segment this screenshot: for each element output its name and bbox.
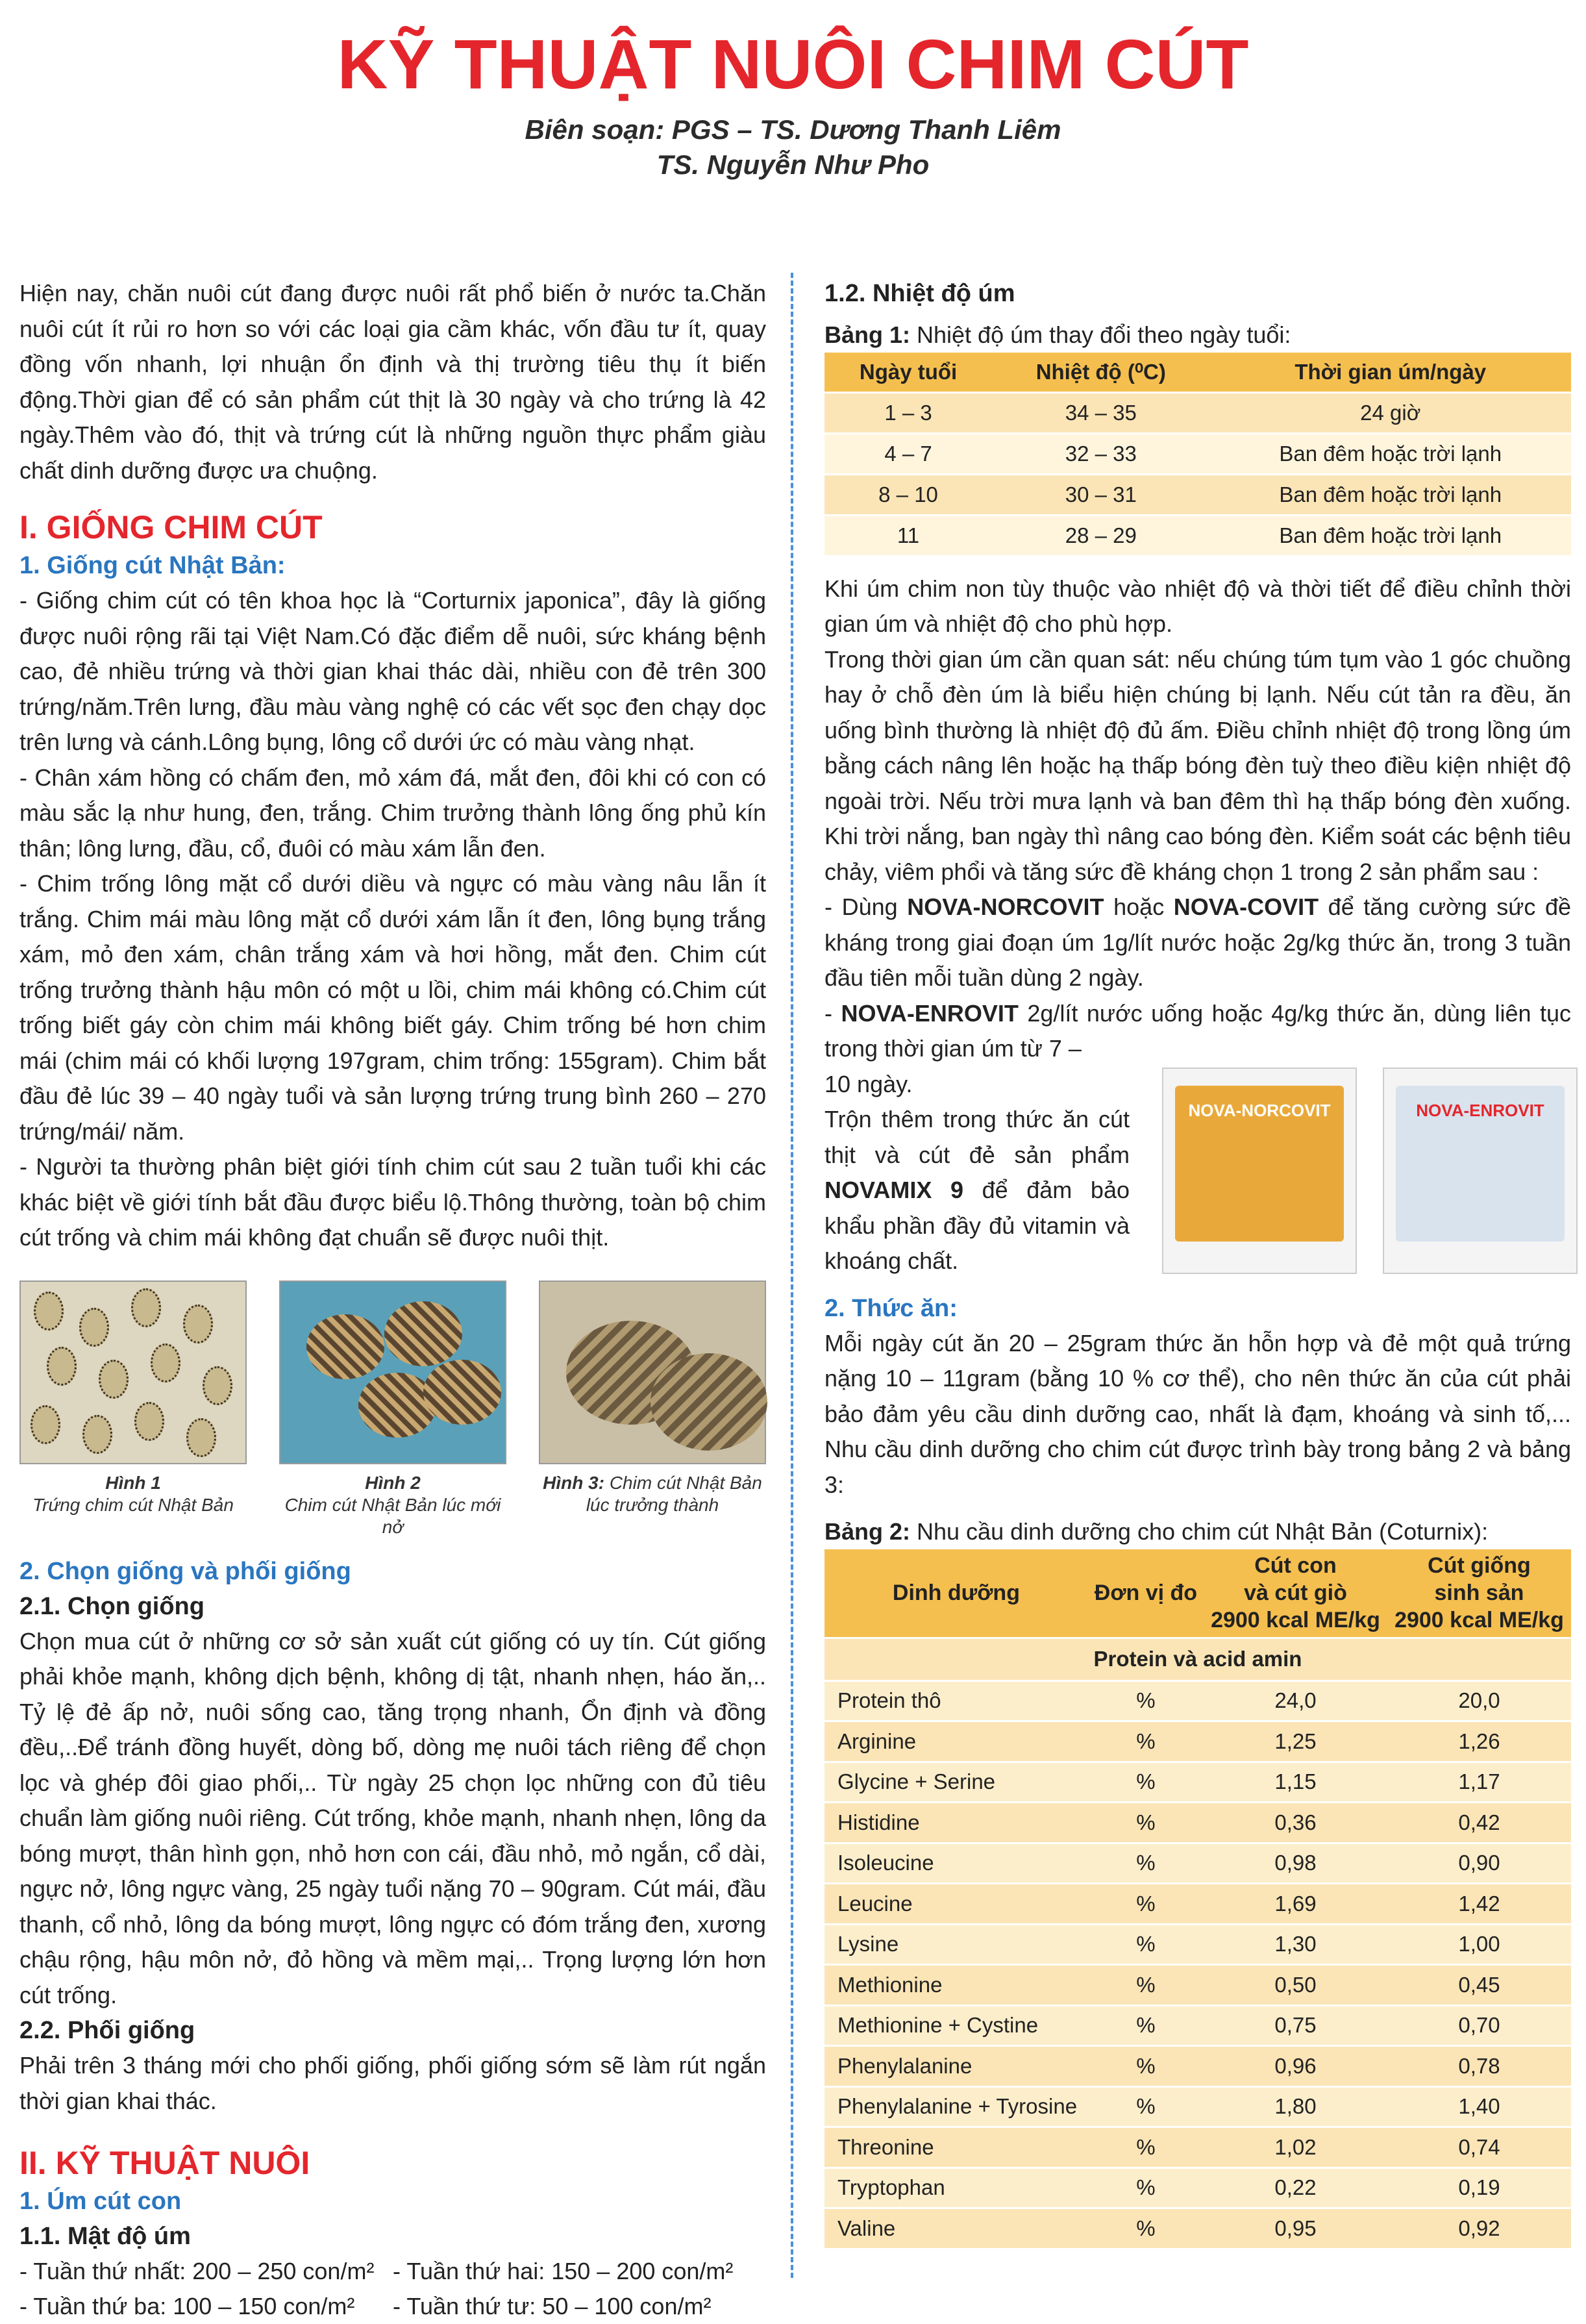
table-cell: 0,92 xyxy=(1387,2208,1571,2249)
table-cell: % xyxy=(1088,2005,1204,2046)
table-cell: 0,95 xyxy=(1204,2208,1387,2249)
table-cell: Methionine + Cystine xyxy=(824,2005,1088,2046)
table-cell: Lysine xyxy=(824,1924,1088,1965)
table-cell: Arginine xyxy=(824,1721,1088,1762)
table-cell: % xyxy=(1088,2127,1204,2168)
table-cell: 0,90 xyxy=(1387,1843,1571,1884)
left-column xyxy=(19,276,766,2324)
table-row xyxy=(824,1803,1571,1843)
table-cell: 1,25 xyxy=(1204,1721,1387,1762)
table-cell: 1,40 xyxy=(1387,2086,1571,2127)
nutrition-table xyxy=(824,1549,1571,2250)
product-images xyxy=(1162,1068,1578,1282)
table-cell: 1,26 xyxy=(1387,1721,1571,1762)
section-heading: II. KỸ THUẬT NUÔI xyxy=(19,2145,310,2181)
table-cell: % xyxy=(1088,2168,1204,2208)
table-cell: 0,75 xyxy=(1204,2005,1387,2046)
table-cell: 1,42 xyxy=(1387,1884,1571,1925)
table-cell: 1,69 xyxy=(1204,1884,1387,1925)
table-cell: 1,17 xyxy=(1387,1762,1571,1803)
quail-chicks-photo xyxy=(279,1281,506,1464)
table-cell: 20,0 xyxy=(1387,1681,1571,1721)
table-cell: Protein thô xyxy=(824,1681,1088,1721)
table-cell: Methionine xyxy=(824,1965,1088,2006)
table-cell: % xyxy=(1088,2208,1204,2249)
density-row xyxy=(19,2289,766,2324)
column-header: Dinh dưỡng xyxy=(824,1549,1088,1638)
product-package: NOVA-ENROVIT xyxy=(1383,1068,1578,1274)
paragraph: Trộn thêm trong thức ăn cút thịt và cút đẻ sản phẩm NOVAMIX 9 để đảm bảo khẩu phần đầy đủ vitamin và khoáng chất. xyxy=(824,1106,1130,1274)
table-cell: 0,36 xyxy=(1204,1803,1387,1843)
table-cell: % xyxy=(1088,1681,1204,1721)
table-cell: Leucine xyxy=(824,1884,1088,1925)
table-cell: 8 – 10 xyxy=(824,474,992,515)
table-cell: 0,98 xyxy=(1204,1843,1387,1884)
table-cell: % xyxy=(1088,1965,1204,2006)
table-cell: 1 – 3 xyxy=(824,392,992,433)
paragraph: Phải trên 3 tháng mới cho phối giống, phối giống sớm sẽ làm rút ngắn thời gian khai thác. xyxy=(19,2052,766,2114)
table-cell: 1,00 xyxy=(1387,1924,1571,1965)
table-cell: Ban đêm hoặc trời lạnh xyxy=(1210,515,1571,556)
section-heading: I. GIỐNG CHIM CÚT xyxy=(19,509,323,545)
subsection-heading: 2. Thức ăn: xyxy=(824,1294,958,1322)
table-row xyxy=(824,2168,1571,2208)
figure-caption: Trứng chim cút Nhật Bản xyxy=(32,1494,234,1515)
table-row xyxy=(824,474,1571,515)
table-cell: 1,80 xyxy=(1204,2086,1387,2127)
figure-caption: Chim cút Nhật Bản lúc trưởng thành xyxy=(586,1472,762,1515)
paragraph: 10 ngày. xyxy=(824,1070,913,1097)
paragraph: - NOVA-ENROVIT 2g/lít nước uống hoặc 4g/kg thức ăn, dùng liên tục trong thời gian úm từ 7 – xyxy=(824,999,1571,1062)
table-cell: 1,15 xyxy=(1204,1762,1387,1803)
subsection-heading: 2.2. Phối giống xyxy=(19,2017,195,2044)
table-cell: % xyxy=(1088,1884,1204,1925)
paragraph: Khi úm chim non tùy thuộc vào nhiệt độ và thời tiết để điều chỉnh thời gian úm và nhiệt độ cho phù hợp. xyxy=(824,575,1571,637)
author-line-1: Biên soạn: PGS – TS. Dương Thanh Liêm xyxy=(525,114,1061,145)
column-header: Cút giống sinh sản 2900 kcal ME/kg xyxy=(1387,1549,1571,1638)
table-caption: Bảng 1: Nhiệt độ úm thay đổi theo ngày tuổi: xyxy=(824,321,1291,348)
column-header: Nhiệt độ (⁰C) xyxy=(992,353,1209,392)
figure xyxy=(279,1281,506,1538)
page-title: KỸ THUẬT NUÔI CHIM CÚT xyxy=(337,25,1249,103)
table-cell: Phenylalanine xyxy=(824,2046,1088,2087)
figure xyxy=(539,1281,766,1538)
paragraph: - Giống chim cút có tên khoa học là “Corturnix japonica”, đây là giống được nuôi rộng rãi tại Việt Nam.Có đặc điểm dễ nuôi, sức kháng bệnh cao, đẻ nhiều trứng và thời gian khai thác dài, nhiều con đẻ trên 300 trứng/năm.Trên lưng, đầu màu vàng nghệ có các vết sọc đen chạy dọc trên lưng và cánh.Lông bụng, lông cổ dưới ức có màu vàng nhạt. xyxy=(19,587,766,755)
paragraph: Trong thời gian úm cần quan sát: nếu chúng túm tụm vào 1 góc chuồng hay ở chỗ đèn úm là biểu hiện chúng bị lạnh. Nếu cút tản ra đều, ăn uống bình thường là nhiệt độ đủ ấm. Điều chỉnh nhiệt độ trong lồng úm bằng cách nâng lên hoặc hạ thấp bóng đèn tuỳ theo điều kiện nhiệt độ ngoài trời. Nếu trời mưa lạnh và ban đêm thì hạ thấp bóng đèn xuống. Khi trời nắng, ban ngày thì nâng cao bóng đèn. Kiểm soát các bệnh tiêu chảy, viêm phổi và tăng sức đề kháng chọn 1 trong 2 sản phẩm sau : xyxy=(824,645,1571,885)
table-cell: 11 xyxy=(824,515,992,556)
column-header: Ngày tuổi xyxy=(824,353,992,392)
table-row xyxy=(824,1843,1571,1884)
table-cell: 24 giờ xyxy=(1210,392,1571,433)
table-row xyxy=(824,2086,1571,2127)
subsection-heading: 1. Giống cút Nhật Bản: xyxy=(19,552,286,579)
subsection-heading: 2. Chọn giống và phối giống xyxy=(19,1557,351,1585)
table-cell: 34 – 35 xyxy=(992,392,1209,433)
table-cell: % xyxy=(1088,1803,1204,1843)
figure xyxy=(19,1281,247,1538)
table-cell: 0,22 xyxy=(1204,2168,1387,2208)
table-row xyxy=(824,1681,1571,1721)
product-package: NOVA-NORCOVIT xyxy=(1162,1068,1357,1274)
table-cell: Histidine xyxy=(824,1803,1088,1843)
table-subheader: Protein và acid amin xyxy=(824,1638,1571,1681)
table-cell: 28 – 29 xyxy=(992,515,1209,556)
table-caption: Bảng 2: Nhu cầu dinh dưỡng cho chim cút Nhật Bản (Coturnix): xyxy=(824,1518,1489,1545)
table-cell: % xyxy=(1088,1721,1204,1762)
column-header: Cút con và cút giò 2900 kcal ME/kg xyxy=(1204,1549,1387,1638)
adult-quail-photo xyxy=(539,1281,766,1464)
table-cell: 0,78 xyxy=(1387,2046,1571,2087)
density-item: - Tuần thứ hai: 150 – 200 con/m² xyxy=(393,2258,734,2284)
column-divider xyxy=(791,273,793,2278)
paragraph: Chọn mua cút ở những cơ sở sản xuất cút giống có uy tín. Cút giống phải khỏe mạnh, không dịch bệnh, không dị tật, nhanh nhẹn, háo ăn,.. Tỷ lệ đẻ ấp nở, nuôi sống cao, tăng trọng nhanh, Ổn định và đồng đều,..Để tránh đồng huyết, dòng bố, dòng mẹ nuôi tách riêng để chọn lọc và ghép đôi giao phối,.. Từ ngày 25 chọn lọc những con đủ tiêu chuẩn làm giống nuôi riêng. Cút trống, khỏe mạnh, nhanh nhẹn, lông da bóng mượt, thân hình gọn, nhỏ hơn con cái, đầu nhỏ, mỏ ngắn, cổ dài, ngực nở, lông ngực vàng, 25 ngày tuổi nặng 70 – 90gram. Cút mái, đầu thanh, cổ nhỏ, lông da bóng mượt, lông ngực có đóm trắng đen, xương chậu rộng, hậu môn nở, đỏ hồng và mềm mại,.. Trọng lượng lớn hơn cút trống. xyxy=(19,1627,766,2008)
paragraph: Mỗi ngày cút ăn 20 – 25gram thức ăn hỗn hợp và đẻ một quả trứng nặng 10 – 11gram (bằng 10 % cơ thể), cho nên thức ăn của cút phải bảo đảm yêu cầu dinh dưỡng cao, nhất là đạm, khoáng và sinh tố,... Nhu cầu dinh dưỡng cho chim cút được trình bày trong bảng 2 và bảng 3: xyxy=(824,1329,1571,1498)
right-column xyxy=(824,276,1571,2250)
table-row xyxy=(824,1721,1571,1762)
table-row xyxy=(824,1965,1571,2006)
density-item: - Tuần thứ ba: 100 – 150 con/m² xyxy=(19,2293,355,2319)
intro-paragraph: Hiện nay, chăn nuôi cút đang được nuôi rất phổ biến ở nước ta.Chăn nuôi cút ít rủi ro hơn so với các loại gia cầm khác, vốn đầu tư ít, quay đồng vốn nhanh, lợi nhuận ổn định và thị trường tiêu thụ ít biến động.Thời gian để có sản phẩm cút thịt là 30 ngày và cho trứng là 42 ngày.Thêm vào đó, thịt và trứng cút là những nguồn thực phẩm giàu chất dinh dưỡng được ưa chuộng. xyxy=(19,280,766,484)
table-row xyxy=(824,2127,1571,2168)
table-row xyxy=(824,2005,1571,2046)
table-row xyxy=(824,515,1571,556)
subsection-heading: 1.1. Mật độ úm xyxy=(19,2223,191,2250)
figure-caption: Chim cút Nhật Bản lúc mới nở xyxy=(284,1494,501,1537)
density-row xyxy=(19,2254,766,2289)
subsection-heading: 1. Úm cút con xyxy=(19,2188,182,2215)
paragraph: - Chim trống lông mặt cổ dưới diều và ngực có màu vàng nâu lẫn ít trắng. Chim mái màu lông mặt cổ dưới xám lẫn ít đen, lông bụng trắng xám, mỏ đen xám, chân trắng xám và hơi hồng, mắt đen. Chim cút trống trưởng thành hậu môn có một u lồi, chim mái không có.Chim cút trống biết gáy còn chim mái không biết gáy. Chim trống bé hơn chim mái (chim mái có khối lượng 197gram, chim trống: 155gram). Chim bắt đầu đẻ lúc 39 – 40 ngày tuổi và sản lượng trứng trung bình 260 – 270 trứng/mái/ năm. xyxy=(19,870,766,1145)
figure-label: Hình 3: xyxy=(543,1472,605,1493)
subsection-heading: 1.2. Nhiệt độ úm xyxy=(824,280,1015,307)
table-row xyxy=(824,2046,1571,2087)
subsection-heading: 2.1. Chọn giống xyxy=(19,1592,204,1620)
table-cell: % xyxy=(1088,1762,1204,1803)
table-cell: % xyxy=(1088,2046,1204,2087)
column-header: Đơn vị đo xyxy=(1088,1549,1204,1638)
table-cell: 32 – 33 xyxy=(992,433,1209,474)
table-row xyxy=(824,2208,1571,2249)
table-cell: 1,30 xyxy=(1204,1924,1387,1965)
table-cell: Isoleucine xyxy=(824,1843,1088,1884)
table-cell: 0,50 xyxy=(1204,1965,1387,2006)
table-row xyxy=(824,1762,1571,1803)
table-cell: Valine xyxy=(824,2208,1088,2249)
table-cell: % xyxy=(1088,1924,1204,1965)
paragraph: - Dùng NOVA-NORCOVIT hoặc NOVA-COVIT để tăng cường sức đề kháng trong giai đoạn úm 1g/lít nước hoặc 2g/kg thức ăn, trong 3 tuần đầu tiên mỗi tuần dùng 2 ngày. xyxy=(824,893,1571,991)
paragraph: - Người ta thường phân biệt giới tính chim cút sau 2 tuần tuổi khi các khác biệt về giới tính bắt đầu được biểu lộ.Thông thường, toàn bộ chim cút trống và chim mái không đạt chuẩn sẽ được nuôi thịt. xyxy=(19,1153,766,1251)
table-row xyxy=(824,433,1571,474)
column-header: Thời gian úm/ngày xyxy=(1210,353,1571,392)
table-cell: Ban đêm hoặc trời lạnh xyxy=(1210,433,1571,474)
table-cell: 0,45 xyxy=(1387,1965,1571,2006)
table-cell: Phenylalanine + Tyrosine xyxy=(824,2086,1088,2127)
table-cell: 0,74 xyxy=(1387,2127,1571,2168)
table-row xyxy=(824,1884,1571,1925)
table-cell: 0,19 xyxy=(1387,2168,1571,2208)
figure-label: Hình 2 xyxy=(365,1472,421,1493)
table-cell: 0,42 xyxy=(1387,1803,1571,1843)
table-row xyxy=(824,392,1571,433)
author-line-2: TS. Nguyễn Như Pho xyxy=(656,149,930,180)
table-cell: Glycine + Serine xyxy=(824,1762,1088,1803)
density-item: - Tuần thứ tư: 50 – 100 con/m² xyxy=(393,2293,712,2319)
table-cell: % xyxy=(1088,2086,1204,2127)
table-cell: 1,02 xyxy=(1204,2127,1387,2168)
product-block xyxy=(824,996,1571,1279)
table-cell: % xyxy=(1088,1843,1204,1884)
table-cell: Tryptophan xyxy=(824,2168,1088,2208)
brooding-temperature-table xyxy=(824,353,1571,557)
table-cell: 24,0 xyxy=(1204,1681,1387,1721)
table-cell: 30 – 31 xyxy=(992,474,1209,515)
table-row xyxy=(824,1924,1571,1965)
table-cell: 0,96 xyxy=(1204,2046,1387,2087)
table-cell: 0,70 xyxy=(1387,2005,1571,2046)
table-cell: 4 – 7 xyxy=(824,433,992,474)
quail-eggs-photo xyxy=(19,1281,247,1464)
table-cell: Ban đêm hoặc trời lạnh xyxy=(1210,474,1571,515)
figure-row xyxy=(19,1281,766,1538)
density-item: - Tuần thứ nhất: 200 – 250 con/m² xyxy=(19,2258,375,2284)
table-cell: Threonine xyxy=(824,2127,1088,2168)
figure-label: Hình 1 xyxy=(105,1472,161,1493)
paragraph: - Chân xám hồng có chấm đen, mỏ xám đá, mắt đen, đôi khi có con có màu sắc lạ như hung, đen, trắng. Chim trưởng thành lông ống phủ kín thân; lông lưng, đầu, cổ, đuôi có màu xám lẫn đen. xyxy=(19,764,766,862)
